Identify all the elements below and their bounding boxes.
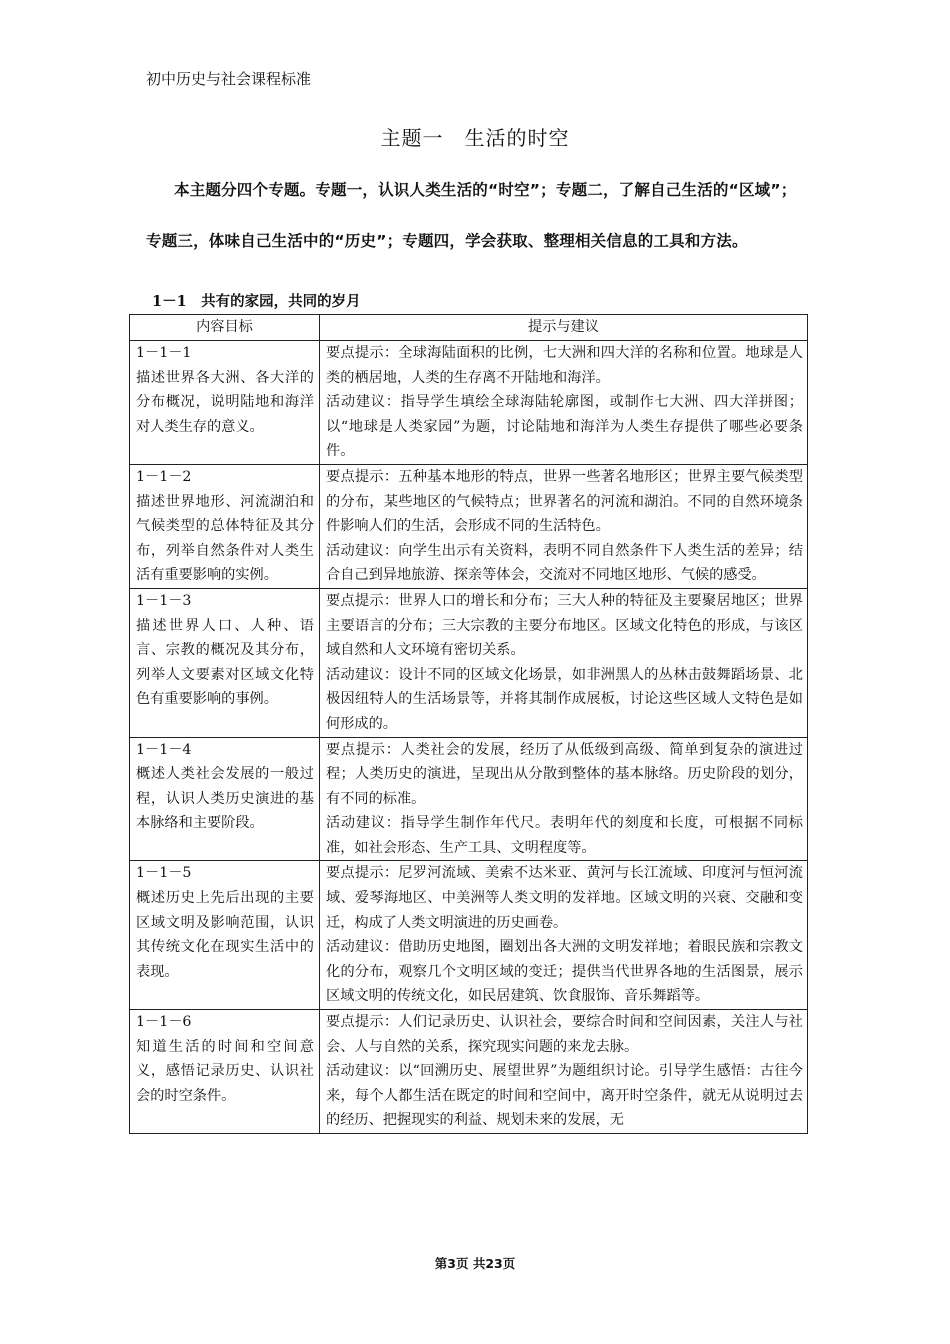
- goal-code: 1－1－4: [136, 741, 192, 758]
- tips-cell: [320, 1010, 808, 1134]
- goal-code: 1－1－6: [136, 1014, 192, 1031]
- table-row: [130, 737, 808, 861]
- goal-cell: [130, 1010, 320, 1134]
- activity-suggestion: 活动建议：以“回溯历史、展望世界”为题组织讨论。引导学生感悟：古往今来，每个人都生活在既定的时间和空间中，离开时空条件，就无从说明过去的经历、把握现实的利益、规划未来的发展，无: [326, 1063, 803, 1129]
- activity-suggestion: 活动建议：设计不同的区域文化场景，如非洲黑人的丛林击鼓舞蹈场景、北极因纽特人的生活场景等，并将其制作成展板，讨论这些区域人文特色是如何形成的。: [326, 666, 803, 732]
- section-title: 1－1 共有的家园，共同的岁月: [152, 293, 361, 310]
- goal-cell: [130, 464, 320, 588]
- table-row: [130, 341, 808, 465]
- tips-cell: [320, 861, 808, 1010]
- goal-text: 概述历史上先后出现的主要区域文明及影响范围，认识其传统文化在现实生活中的表现。: [136, 890, 314, 980]
- key-points: 要点提示：全球海陆面积的比例，七大洲和四大洋的名称和位置。地球是人类的栖居地，人类的生存离不开陆地和海洋。: [326, 345, 803, 386]
- goal-text: 描述世界各大洲、各大洋的分布概况，说明陆地和海洋对人类生存的意义。: [136, 369, 314, 435]
- goal-cell: [130, 588, 320, 737]
- goal-text: 描述世界地形、河流湖泊和气候类型的总体特征及其分布，列举自然条件对人类生活有重要影响的实例。: [136, 493, 314, 584]
- goal-cell: [130, 737, 320, 861]
- goal-cell: [130, 341, 320, 465]
- goal-code: 1－1－5: [136, 865, 192, 882]
- table-header-row: [130, 315, 808, 341]
- goal-code: 1－1－3: [136, 592, 192, 609]
- goal-text: 描述世界人口、人种、语言、宗教的概况及其分布，列举人文要素对区域文化特色有重要影响的事例。: [136, 617, 314, 708]
- goal-code: 1－1－2: [136, 468, 192, 485]
- tips-cell: [320, 341, 808, 465]
- activity-suggestion: 活动建议：向学生出示有关资料，表明不同自然条件下人类生活的差异；结合自己到异地旅游、探亲等体会，交流对不同地区地形、气候的感受。: [326, 542, 803, 584]
- goal-text: 概述人类社会发展的一般过程，认识人类历史演进的基本脉络和主要阶段。: [136, 766, 314, 832]
- key-points: 要点提示：人类社会的发展，经历了从低级到高级、简单到复杂的演进过程；人类历史的演进，呈现出从分散到整体的基本脉络。历史阶段的划分，有不同的标准。: [326, 741, 803, 807]
- tips-cell: [320, 464, 808, 588]
- key-points: 要点提示：五种基本地形的特点，世界一些著名地形区；世界主要气候类型的分布，某些地区的气候特点；世界著名的河流和湖泊。不同的自然环境条件影响人们的生活，会形成不同的生活特色。: [326, 468, 803, 535]
- intro-line-2: 专题三，体味自己生活中的“历史”；专题四，学会获取、整理相关信息的工具和方法。: [146, 232, 748, 250]
- standards-table: [129, 314, 808, 1134]
- activity-suggestion: 活动建议：借助历史地图，圈划出各大洲的文明发祥地；着眼民族和宗教文化的分布，观察几个文明区域的变迁；提供当代世界各地的生活图景，展示区域文明的传统文化，如民居建筑、饮食服饰、音乐舞蹈等。: [326, 939, 803, 1005]
- intro-line-1: 本主题分四个专题。专题一，认识人类生活的“时空”；专题二，了解自己生活的“区域”；: [174, 181, 797, 199]
- tips-cell: [320, 737, 808, 861]
- goal-code: 1－1－1: [136, 345, 192, 361]
- table-row: [130, 861, 808, 1010]
- page-title: 主题一 生活的时空: [380, 126, 570, 150]
- activity-suggestion: 活动建议：指导学生制作年代尺。表明年代的刻度和长度，可根据不同标准，如社会形态、生产工具、文明程度等。: [326, 815, 803, 856]
- key-points: 要点提示：尼罗河流域、美索不达米亚、黄河与长江流域、印度河与恒河流域、爱琴海地区、中美洲等人类文明的发祥地。区域文明的兴衰、交融和变迁，构成了人类文明演进的历史画卷。: [326, 865, 803, 931]
- column-header-tips: 提示与建议: [320, 315, 808, 341]
- page-footer: 第3页 共23页: [434, 1256, 516, 1271]
- key-points: 要点提示：人们记录历史、认识社会，要综合时间和空间因素，关注人与社会、人与自然的关系，探究现实问题的来龙去脉。: [326, 1014, 803, 1055]
- column-header-goal: 内容目标: [130, 315, 320, 341]
- page-header: 初中历史与社会课程标准: [146, 70, 312, 88]
- table-row: [130, 588, 808, 737]
- goal-text: 知道生活的时间和空间意义，感悟记录历史、认识社会的时空条件。: [136, 1038, 314, 1104]
- table-row: [130, 1010, 808, 1134]
- tips-cell: [320, 588, 808, 737]
- activity-suggestion: 活动建议：指导学生填绘全球海陆轮廓图，或制作七大洲、四大洋拼图；以“地球是人类家园”为题，讨论陆地和海洋为人类生存提供了哪些必要条件。: [326, 394, 803, 460]
- goal-cell: [130, 861, 320, 1010]
- key-points: 要点提示：世界人口的增长和分布；三大人种的特征及主要聚居地区；世界主要语言的分布；三大宗教的主要分布地区。区域文化特色的形成，与该区域自然和人文环境有密切关系。: [326, 592, 803, 659]
- table-row: [130, 464, 808, 588]
